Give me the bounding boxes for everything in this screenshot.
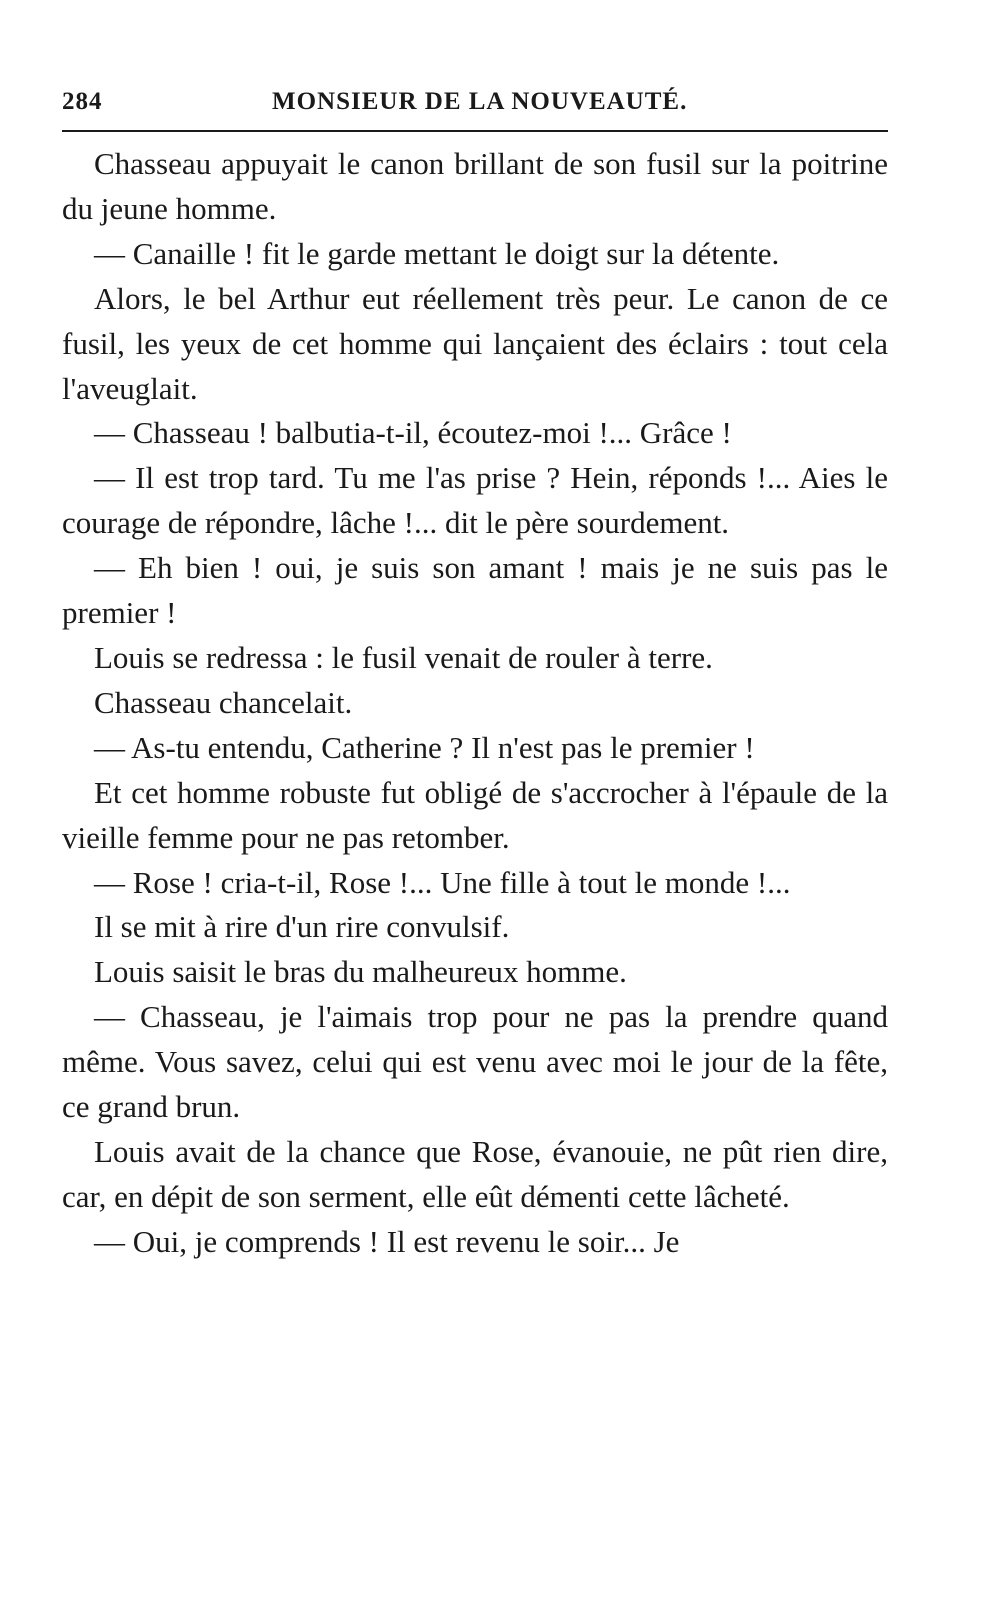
body-text — [62, 142, 888, 1265]
paragraph: Chasseau chancelait. — [94, 684, 353, 720]
paragraph: — Oui, je comprends ! Il est revenu le soir... Je — [94, 1223, 680, 1259]
book-page — [62, 82, 888, 1265]
paragraph: Louis avait de la chance que Rose, évanouie, ne pût rien dire, car, en dépit de son serment, elle eût démenti cette lâcheté. — [62, 1133, 888, 1214]
running-head — [62, 82, 888, 126]
paragraph: — As-tu entendu, Catherine ? Il n'est pas le premier ! — [94, 729, 755, 765]
running-title: MONSIEUR DE LA NOUVEAUTÉ. — [272, 88, 688, 115]
paragraph: — Chasseau, je l'aimais trop pour ne pas la prendre quand même. Vous savez, celui qui est venu avec moi le jour de la fête, ce grand brun. — [62, 999, 888, 1125]
paragraph: — Canaille ! fit le garde mettant le doigt sur la détente. — [94, 235, 780, 271]
paragraph: — Il est trop tard. Tu me l'as prise ? Hein, réponds !... Aies le courage de répondre, lâche !... dit le père sourdement. — [62, 460, 888, 541]
paragraph: Il se mit à rire d'un rire convulsif. — [94, 909, 510, 945]
paragraph: Alors, le bel Arthur eut réellement très peur. Le canon de ce fusil, les yeux de cet homme qui lançaient des éclairs : tout cela l'aveuglait. — [62, 280, 888, 406]
paragraph: — Rose ! cria-t-il, Rose !... Une fille à tout le monde !... — [94, 864, 791, 900]
paragraph: Louis saisit le bras du malheureux homme. — [94, 954, 627, 990]
paragraph: Et cet homme robuste fut obligé de s'accrocher à l'épaule de la vieille femme pour ne pas retomber. — [62, 774, 888, 855]
paragraph: Louis se redressa : le fusil venait de rouler à terre. — [94, 639, 713, 675]
header-rule — [62, 130, 888, 132]
page-number: 284 — [62, 88, 103, 115]
paragraph: Chasseau appuyait le canon brillant de son fusil sur la poitrine du jeune homme. — [62, 146, 888, 226]
paragraph: — Chasseau ! balbutia-t-il, écoutez-moi !... Grâce ! — [94, 415, 732, 451]
paragraph: — Eh bien ! oui, je suis son amant ! mais je ne suis pas le premier ! — [62, 550, 888, 631]
